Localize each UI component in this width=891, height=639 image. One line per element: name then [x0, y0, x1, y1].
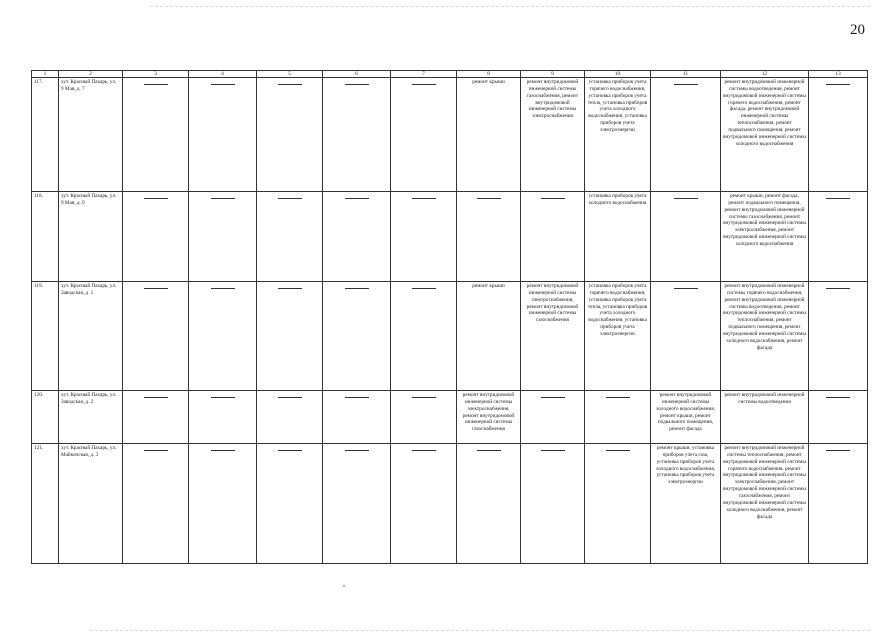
column-number-row — [32, 71, 868, 78]
empty-cell-dash — [123, 444, 189, 564]
works-cell: ремонт крыши — [457, 282, 521, 391]
column-header: 7 — [391, 71, 457, 78]
empty-cell-dash — [651, 78, 721, 192]
works-cell: ремонт внутридомовой инженерной системы водоотведения — [721, 391, 809, 444]
row-number: 119. — [32, 282, 59, 391]
empty-cell-dash — [651, 282, 721, 391]
empty-cell-dash — [189, 192, 257, 282]
empty-cell-dash — [123, 282, 189, 391]
empty-cell-dash — [189, 78, 257, 192]
works-cell: ремонт внутридомовой инженерной системы электроснабжения, ремонт внутридомовой инженерной системы газоснабжения — [521, 282, 585, 391]
column-header: 12 — [721, 71, 809, 78]
empty-cell-dash — [323, 391, 391, 444]
empty-cell-dash — [651, 192, 721, 282]
building-address: хут. Красный Пахарь, ул. Заводская, д. 1 — [59, 282, 123, 391]
works-cell: ремонт крыши, ремонт фасада, ремонт подвального помещения, ремонт внутридомовой инженерной системы газоснабжения, ремонт внутридомовой инженерной системы электроснабжения, ремонт внутридомовой инженерной системы холодного водоснабжения — [721, 192, 809, 282]
works-cell: ремонт внутридомовой инженерной системы горячего водоснабжения, ремонт внутридомовой инженерной системы водоотведения, ремонт внутридомовой инженерной системы теплоснабжения, ремонт подвального помещения, ремонт внутридомовой инженерной системы холодного водоснабжения, ремонт фасада — [721, 282, 809, 391]
empty-cell-dash — [521, 192, 585, 282]
works-cell: установка приборов учета горячего водоснабжения, установка приборов учета тепла, установка приборов учета холодного водоснабжения, установка приборов учета электроэнергии — [585, 78, 651, 192]
empty-cell-dash — [391, 444, 457, 564]
table-row — [32, 444, 868, 564]
column-header: 10 — [585, 71, 651, 78]
column-header: 11 — [651, 71, 721, 78]
empty-cell-dash — [323, 192, 391, 282]
row-number: 121. — [32, 444, 59, 564]
works-cell: ремонт внутридомовой инженерной системы электроснабжения, ремонт внутридомовой инженерной системы газоснабжения — [457, 391, 521, 444]
empty-cell-dash — [189, 391, 257, 444]
empty-cell-dash — [521, 444, 585, 564]
column-header: 9 — [521, 71, 585, 78]
column-header: 2 — [59, 71, 123, 78]
row-number: 118. — [32, 192, 59, 282]
empty-cell-dash — [585, 391, 651, 444]
column-header: 5 — [257, 71, 323, 78]
empty-cell-dash — [521, 391, 585, 444]
works-cell: ремонт внутридомовой инженерной системы водоотведения, ремонт внутридомовой инженерной системы горячего водоснабжения, ремонт фасада, ремонт внутридомовой инженерной системы теплоснабжения, ремонт подвального помещения, ремонт внутридомовой инженерной системы холодного водоснабжения — [721, 78, 809, 192]
empty-cell-dash — [809, 444, 868, 564]
building-address: хут. Красный Пахарь, ул. 9 Мая, д. 9 — [59, 192, 123, 282]
empty-cell-dash — [323, 282, 391, 391]
empty-cell-dash — [809, 391, 868, 444]
empty-cell-dash — [809, 78, 868, 192]
empty-cell-dash — [257, 78, 323, 192]
repair-schedule-table — [31, 70, 868, 564]
building-address: хут. Красный Пахарь, ул. 9 Мая, д. 7 — [59, 78, 123, 192]
empty-cell-dash — [123, 192, 189, 282]
column-header: 6 — [323, 71, 391, 78]
row-number: 120. — [32, 391, 59, 444]
page-number: 20 — [850, 22, 865, 38]
works-cell: ремонт внутридомовой инженерной системы газоснабжения, ремонт внутридомовой инженерной системы электроснабжения — [521, 78, 585, 192]
column-header: 13 — [809, 71, 868, 78]
empty-cell-dash — [391, 78, 457, 192]
works-cell: установка приборов учета горячего водоснабжения, установка приборов учета тепла, установка приборов учета холодного водоснабжения, установка приборов учета электроэнергии — [585, 282, 651, 391]
column-header: 4 — [189, 71, 257, 78]
column-header: 1 — [32, 71, 59, 78]
empty-cell-dash — [391, 282, 457, 391]
column-header: 8 — [457, 71, 521, 78]
empty-cell-dash — [391, 192, 457, 282]
empty-cell-dash — [257, 192, 323, 282]
empty-cell-dash — [809, 192, 868, 282]
empty-cell-dash — [457, 444, 521, 564]
table-row — [32, 78, 868, 192]
table-row — [32, 192, 868, 282]
empty-cell-dash — [809, 282, 868, 391]
empty-cell-dash — [323, 78, 391, 192]
scan-speck — [343, 585, 345, 587]
empty-cell-dash — [123, 391, 189, 444]
empty-cell-dash — [457, 192, 521, 282]
building-address: хут. Красный Пахарь, ул. Заводская, д. 2 — [59, 391, 123, 444]
empty-cell-dash — [189, 282, 257, 391]
empty-cell-dash — [323, 444, 391, 564]
scan-artifact-top — [150, 6, 870, 7]
empty-cell-dash — [257, 391, 323, 444]
empty-cell-dash — [585, 444, 651, 564]
scan-artifact-bottom — [90, 630, 870, 631]
works-cell: ремонт крыши — [457, 78, 521, 192]
table-row — [32, 391, 868, 444]
table-row — [32, 282, 868, 391]
empty-cell-dash — [257, 444, 323, 564]
works-cell: установка приборов учета холодного водоснабжения — [585, 192, 651, 282]
works-cell: ремонт крыши, установка приборов учета газа, установка приборов учета холодного водоснабжения, установка приборов учета электроэнергии — [651, 444, 721, 564]
empty-cell-dash — [391, 391, 457, 444]
building-address: хут. Красный Пахарь, ул. Майкопская, д. 3 — [59, 444, 123, 564]
works-cell: ремонт внутридомовой инженерной системы теплоснабжения, ремонт внутридомовой инженерной системы горячего водоснабжения, ремонт внутридомовой инженерной системы электроснабжения, ремонт внутридомовой инженерной системы газоснабжения, ремонт внутридомовой инженерной системы холодного водоснабжения, ремонт фасада — [721, 444, 809, 564]
empty-cell-dash — [123, 78, 189, 192]
row-number: 117. — [32, 78, 59, 192]
works-cell: ремонт внутридомовой инженерной системы холодного водоснабжения, ремонт крыши, ремонт подвального помещения, ремонт фасада — [651, 391, 721, 444]
empty-cell-dash — [189, 444, 257, 564]
empty-cell-dash — [257, 282, 323, 391]
column-header: 3 — [123, 71, 189, 78]
